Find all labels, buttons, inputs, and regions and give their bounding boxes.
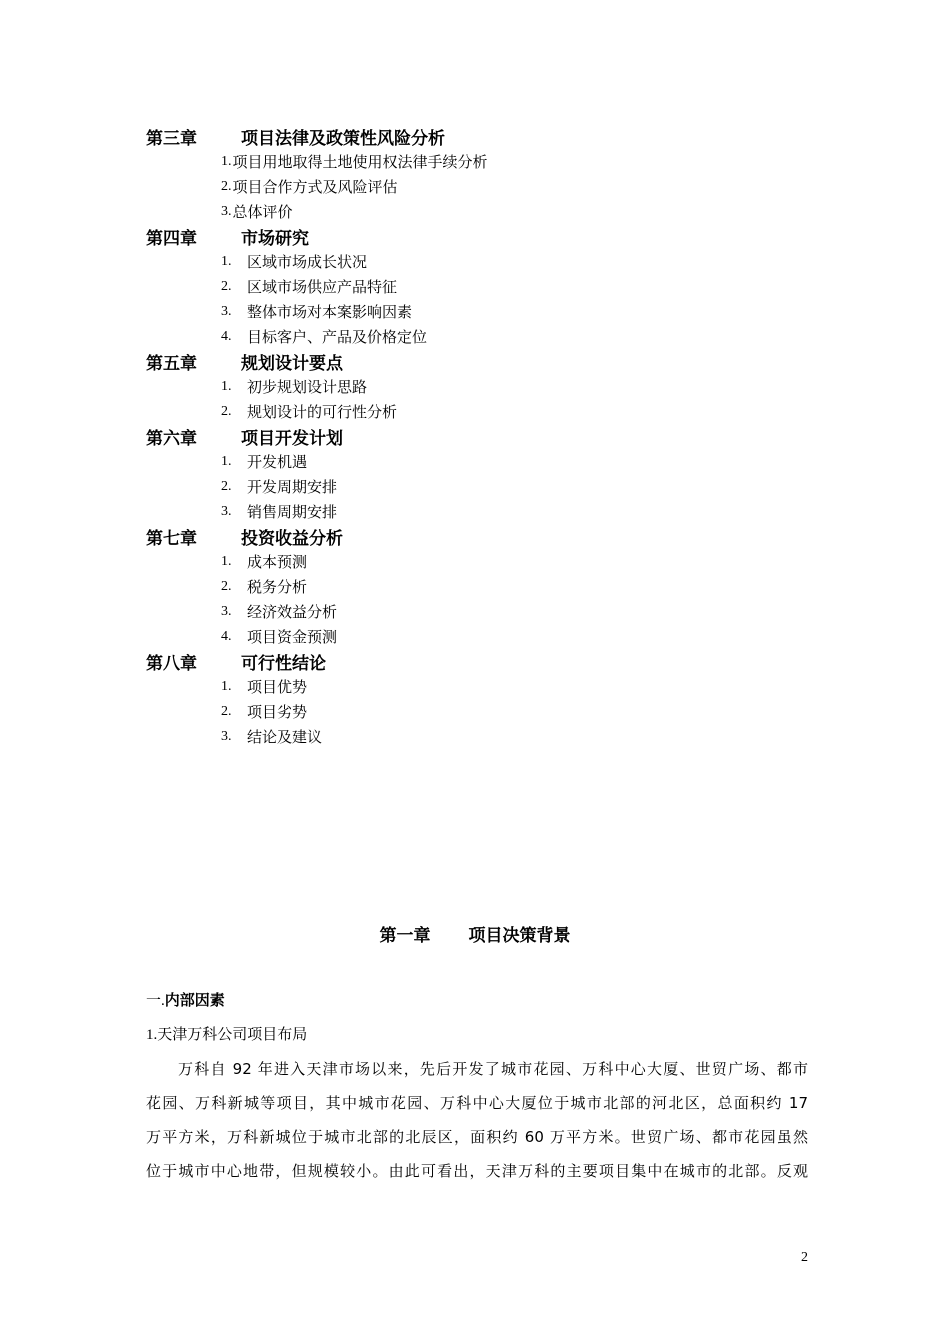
subsection-title: 天津万科公司项目布局 (157, 1025, 308, 1043)
toc-item-number: 2. (221, 278, 232, 294)
toc-item (146, 549, 846, 574)
paragraph-line: 万科自 92 年进入天津市场以来，先后开发了城市花园、万科中心大厦、世贸广场、都市 (178, 1060, 808, 1078)
toc-item-number: 3. (221, 503, 232, 519)
toc-item (146, 724, 846, 749)
page-number: 2 (801, 1250, 808, 1265)
toc-item-text: 项目用地取得土地使用权法律手续分析 (232, 153, 488, 171)
toc-chapter-number: 第八章 (146, 654, 197, 674)
toc-item-number: 3. (221, 203, 232, 219)
toc-item (146, 674, 846, 699)
toc-item-number: 2. (221, 578, 232, 594)
toc-item-number: 3. (221, 303, 232, 319)
toc-item-text: 结论及建议 (247, 728, 323, 746)
toc-chapter (146, 649, 846, 674)
toc-chapter-title: 投资收益分析 (241, 529, 343, 549)
chapter-heading (0, 921, 950, 946)
toc-item-text: 区域市场成长状况 (247, 253, 368, 271)
toc-item-text: 项目资金预测 (247, 628, 338, 646)
toc-item-text: 项目劣势 (247, 703, 308, 721)
toc-item (146, 199, 846, 224)
paragraph-line: 位于城市中心地带，但规模较小。由此可看出，天津万科的主要项目集中在城市的北部。反观 (146, 1162, 808, 1180)
chapter-title: 项目决策背景 (468, 926, 571, 946)
subsection-number: 1. (146, 1027, 158, 1043)
toc-item (146, 499, 846, 524)
toc-item-text: 整体市场对本案影响因素 (247, 303, 413, 321)
toc-chapter-number: 第五章 (146, 354, 197, 374)
toc-chapter-number: 第三章 (146, 129, 197, 149)
toc-item (146, 449, 846, 474)
toc-chapter (146, 524, 846, 549)
toc-chapter-title: 项目法律及政策性风险分析 (241, 129, 445, 149)
section-heading (146, 989, 225, 1010)
toc-item (146, 474, 846, 499)
toc-chapter-number: 第七章 (146, 529, 197, 549)
chapter-number: 第一章 (379, 926, 431, 946)
toc-item-number: 4. (221, 628, 232, 644)
toc-item-text: 税务分析 (247, 578, 308, 596)
toc-item-number: 3. (221, 728, 232, 744)
toc-item-text: 成本预测 (247, 553, 308, 571)
toc-item-number: 1. (221, 378, 232, 394)
toc-item (146, 324, 846, 349)
toc-item-text: 区域市场供应产品特征 (247, 278, 398, 296)
toc-item-text: 销售周期安排 (247, 503, 338, 521)
toc-item (146, 249, 846, 274)
toc-item-text: 项目合作方式及风险评估 (232, 178, 398, 196)
toc-item-number: 1. (221, 453, 232, 469)
toc-item-number: 2. (221, 703, 232, 719)
toc-item-text: 开发周期安排 (247, 478, 338, 496)
toc-chapter-title: 项目开发计划 (241, 429, 343, 449)
toc-item-text: 目标客户、产品及价格定位 (247, 328, 428, 346)
toc-item-text: 开发机遇 (247, 453, 308, 471)
toc-item-number: 1. (221, 153, 232, 169)
toc-chapter-title: 市场研究 (241, 229, 309, 249)
toc-item (146, 624, 846, 649)
toc-item (146, 699, 846, 724)
toc-chapter (146, 349, 846, 374)
toc-item-number: 1. (221, 553, 232, 569)
toc-item-text: 初步规划设计思路 (247, 378, 368, 396)
toc-item (146, 149, 846, 174)
toc-item (146, 274, 846, 299)
toc-chapter (146, 424, 846, 449)
toc-chapter-title: 规划设计要点 (241, 354, 343, 374)
toc-item-text: 总体评价 (232, 203, 293, 221)
toc-item-number: 3. (221, 603, 232, 619)
section-title: 内部因素 (164, 991, 225, 1009)
body-paragraph (146, 1052, 808, 1188)
toc-chapter (146, 124, 846, 149)
toc-item (146, 399, 846, 424)
paragraph-line: 花园、万科新城等项目，其中城市花园、万科中心大厦位于城市北部的河北区，总面积约 17 (146, 1094, 808, 1112)
toc-chapter-number: 第四章 (146, 229, 197, 249)
toc-item-text: 项目优势 (247, 678, 308, 696)
toc-item (146, 174, 846, 199)
toc-item-number: 1. (221, 678, 232, 694)
toc-item-number: 2. (221, 403, 232, 419)
toc-chapter-number: 第六章 (146, 429, 197, 449)
toc-item (146, 299, 846, 324)
section-number: 一. (146, 993, 165, 1009)
toc-item-number: 2. (221, 478, 232, 494)
toc-item-number: 1. (221, 253, 232, 269)
subsection-heading (146, 1023, 307, 1044)
toc-item (146, 374, 846, 399)
toc-item-number: 2. (221, 178, 232, 194)
table-of-contents (146, 124, 846, 749)
toc-item (146, 574, 846, 599)
toc-item-number: 4. (221, 328, 232, 344)
paragraph-line: 万平方米，万科新城位于城市北部的北辰区，面积约 60 万平方米。世贸广场、都市花园虽然 (146, 1128, 808, 1146)
toc-chapter-title: 可行性结论 (241, 654, 326, 674)
toc-item-text: 规划设计的可行性分析 (247, 403, 398, 421)
toc-item (146, 599, 846, 624)
toc-chapter (146, 224, 846, 249)
toc-item-text: 经济效益分析 (247, 603, 338, 621)
